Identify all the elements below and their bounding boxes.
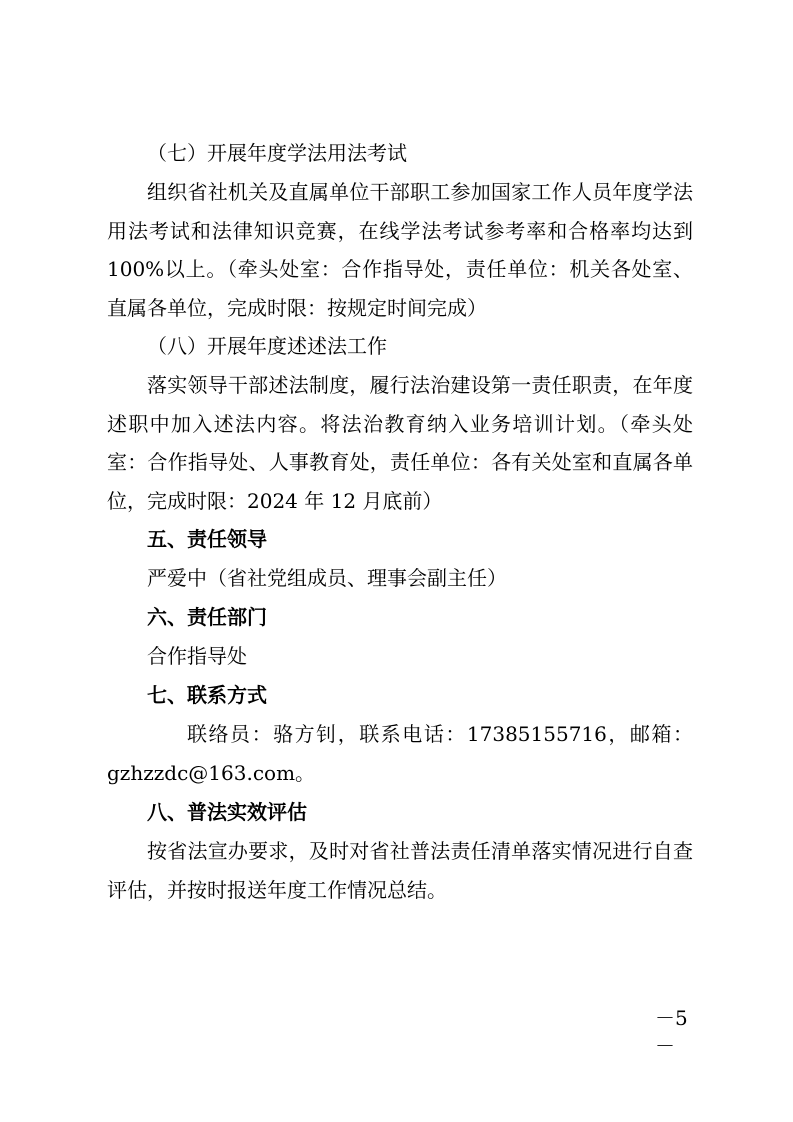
contact-text [107, 715, 693, 792]
contact-line-1: 联络员：骆方钊，联系电话：17385155716，邮箱： [187, 722, 693, 746]
heading-contact: 七、联系方式 [147, 683, 267, 707]
section-8-body: 落实领导干部述法制度，履行法治建设第一责任职责，在年度述职中加入述法内容。将法治教育纳入业务培训计划。（牵头处室：合作指导处、人事教育处，责任单位：各有关处室和直属各单位，完成时限：2024 年 12 月底前） [107, 373, 693, 513]
responsible-department-text: 合作指导处 [147, 644, 247, 668]
contact-email: gzhzzdc@163.com。 [107, 760, 316, 785]
heading-effectiveness-evaluation: 八、普法实效评估 [147, 800, 307, 824]
section-7-heading: （七）开展年度学法用法考试 [147, 141, 407, 165]
effectiveness-evaluation-text: 按省法宣办要求，及时对省社普法责任清单落实情况进行自查评估，并按时报送年度工作情况总结。 [107, 839, 693, 902]
heading-responsible-leader: 五、责任领导 [147, 527, 267, 551]
responsible-leader-text: 严爱中（省社党组成员、理事会副主任） [147, 566, 507, 590]
heading-responsible-department: 六、责任部门 [147, 605, 267, 629]
section-7-body: 组织省社机关及直属单位干部职工参加国家工作人员年度学法用法考试和法律知识竞赛，在线学法考试参考率和合格率均达到 100%以上。（牵头处室：合作指导处，责任单位：机关各处室、直属各单位，完成时限：按规定时间完成） [107, 180, 693, 320]
section-8-heading: （八）开展年度述述法工作 [147, 334, 387, 358]
page-number: －5－ [655, 1006, 688, 1058]
